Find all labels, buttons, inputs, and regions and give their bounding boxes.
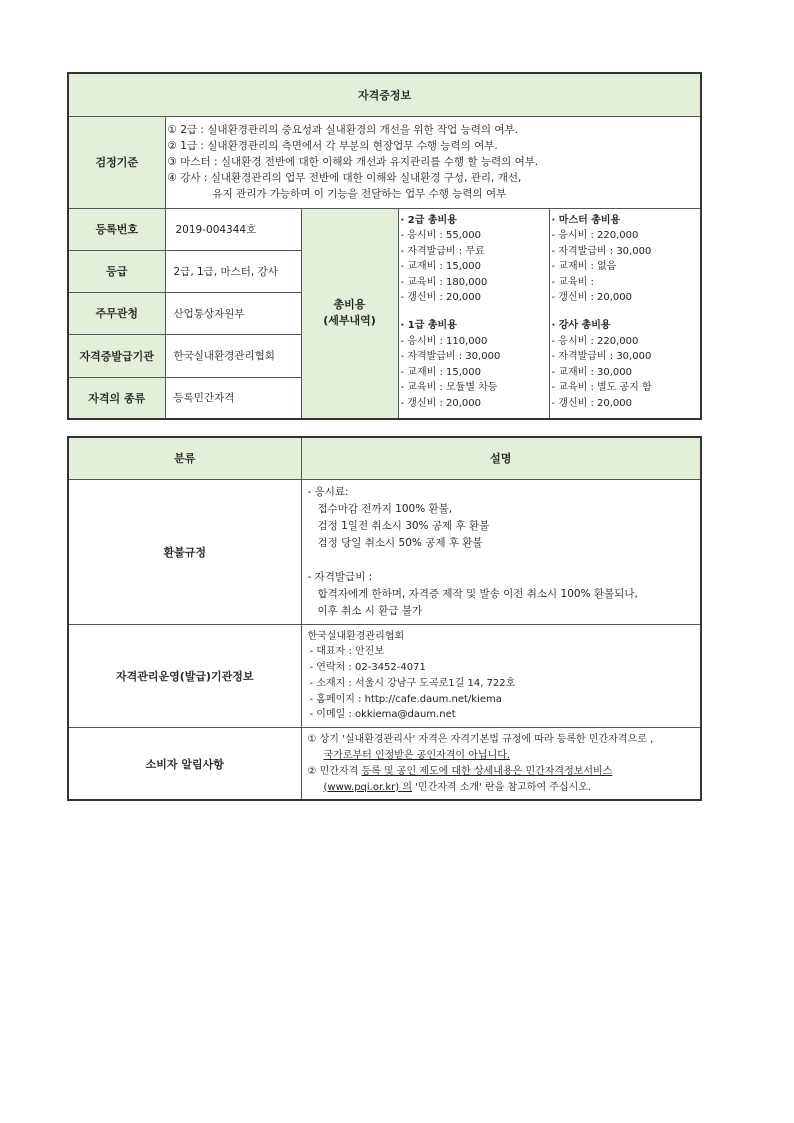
refund-line <box>308 552 695 569</box>
fee-column-right <box>549 208 701 419</box>
fee-item: - 교재비 : 30,000 <box>551 366 632 378</box>
org-line: 한국실내환경관리협회 <box>307 630 405 642</box>
fee-label <box>301 208 398 419</box>
notice-line <box>308 764 695 780</box>
fee-item: - 자격발급비 : 30,000 <box>551 351 652 363</box>
refund-line: 합격자에게 한하며, 자격증 제작 및 발송 이전 취소시 100% 환불되나, <box>317 587 638 600</box>
fee-item: - 자격발급비 : 무료 <box>400 245 485 257</box>
notice-line: 국가로부터 인정받은 공인자격이 아닙니다. <box>323 750 511 762</box>
refund-line: 검정 당일 취소시 50% 공제 후 환불 <box>317 536 483 549</box>
grade-label: 등급 <box>68 250 165 292</box>
refund-line: - 자격발급비 : <box>307 570 373 583</box>
fee-item: - 교육비 : 모듈별 차등 <box>400 382 498 394</box>
notice-text: '민간자격 소개' 란을 참고하여 주십시오. <box>411 781 592 793</box>
notice-line: ① 상기 '실내환경관리사' 자격은 자격기본법 규정에 따라 등록한 민간자격으로 , <box>307 734 654 746</box>
criteria-line: ③ 마스터 : 실내환경 전반에 대한 이해와 개선과 유지관리를 수행 할 능력의 여부. <box>167 156 539 168</box>
org-info-content <box>301 624 701 728</box>
fee-item: - 교육비 : 180,000 <box>400 276 488 288</box>
fee-item: - 응시비 : 110,000 <box>400 335 488 347</box>
table-title: 자격증정보 <box>68 73 701 116</box>
fee-title-master: · 마스터 총비용 <box>551 214 621 226</box>
grade-value: 2급, 1급, 마스터, 강사 <box>165 250 301 292</box>
fee-item: - 응시비 : 220,000 <box>551 230 639 242</box>
fee-item: - 교재비 : 없음 <box>551 261 617 273</box>
org-info-label: 자격관리운영(발급)기관정보 <box>68 624 301 728</box>
fee-column-left <box>398 208 549 419</box>
fee-item: - 갱신비 : 20,000 <box>400 398 481 410</box>
notice-link-text: 등록 및 공인 제도에 대한 상세내용은 민간자격정보서비스 <box>361 765 613 777</box>
criteria-label: 검정기준 <box>68 116 165 208</box>
fee-label-sub: (세부내역) <box>323 314 376 328</box>
notice-label: 소비자 알림사항 <box>68 728 301 801</box>
refund-label: 환불규정 <box>68 479 301 624</box>
issuer-value: 한국실내환경관리협회 <box>165 334 301 377</box>
fee-item: - 교재비 : 15,000 <box>400 366 481 378</box>
notice-text: ② 민간자격 <box>307 765 362 777</box>
fee-label-title: 총비용 <box>333 298 366 312</box>
type-label: 자격의 종류 <box>68 377 165 419</box>
criteria-line: ① 2급 : 실내환경관리의 중요성과 실내환경의 개선을 위한 작업 능력의 여부. <box>167 124 518 136</box>
refund-line: 검정 1일전 취소시 30% 공제 후 환불 <box>317 519 490 532</box>
criteria-line: ② 1급 : 실내환경관리의 측면에서 각 부분의 현장업무 수행 능력의 여부. <box>167 140 498 152</box>
authority-value: 산업통상자원부 <box>165 292 301 334</box>
criteria-line: ④ 강사 : 실내환경관리의 업무 전반에 대한 이해와 실내환경 구성, 관리, 개선, <box>167 172 522 184</box>
detail-table <box>67 436 702 801</box>
fee-item: - 갱신비 : 20,000 <box>400 292 481 304</box>
fee-item: - 응시비 : 55,000 <box>400 230 481 242</box>
fee-item: - 자격발급비 : 30,000 <box>400 351 501 363</box>
fee-title-grade2: · 2급 총비용 <box>400 214 457 226</box>
criteria-content <box>165 116 701 208</box>
org-line: - 소재지 : 서울시 강남구 도곡로1길 14, 722호 <box>309 677 516 689</box>
fee-item: - 교육비 : 별도 공지 함 <box>551 382 652 394</box>
fee-item: - 교재비 : 15,000 <box>400 261 481 273</box>
criteria-line: 유지 관리가 가능하며 이 기능을 전달하는 업무 수행 능력의 여부 <box>212 188 507 200</box>
column-header-category: 분류 <box>68 437 301 479</box>
authority-label: 주무관청 <box>68 292 165 334</box>
fee-title-instructor: · 강사 총비용 <box>551 320 611 332</box>
refund-line: 이후 취소 시 환급 불가 <box>317 604 423 617</box>
org-line: - 이메일 : okkiema@daum.net <box>309 709 456 721</box>
org-line: - 연락처 : 02-3452-4071 <box>309 662 426 674</box>
column-header-description: 설명 <box>301 437 701 479</box>
issuer-label: 자격증발급기관 <box>68 334 165 377</box>
fee-item: - 자격발급비 : 30,000 <box>551 245 652 257</box>
fee-item: - 교육비 : <box>551 276 594 288</box>
refund-content <box>301 479 701 624</box>
notice-line <box>308 780 695 796</box>
fee-title-grade1: · 1급 총비용 <box>400 320 457 332</box>
refund-line: - 응시료: <box>307 485 349 498</box>
pqi-link[interactable]: (www.pqi.or.kr) 의 <box>323 781 412 793</box>
notice-content <box>301 728 701 801</box>
type-value: 등록민간자격 <box>165 377 301 419</box>
org-line: - 홈페이지 : http://cafe.daum.net/kiema <box>309 693 502 705</box>
fee-item: - 응시비 : 220,000 <box>551 335 639 347</box>
fee-item: - 갱신비 : 20,000 <box>551 292 632 304</box>
fee-item: - 갱신비 : 20,000 <box>551 398 632 410</box>
registration-number-label: 등록번호 <box>68 208 165 250</box>
refund-line: 접수마감 전까지 100% 환불, <box>317 502 453 515</box>
certificate-info-table <box>67 72 702 420</box>
registration-number-value: 2019-004344호 <box>165 208 301 250</box>
org-line: - 대표자 : 안진보 <box>309 646 384 658</box>
